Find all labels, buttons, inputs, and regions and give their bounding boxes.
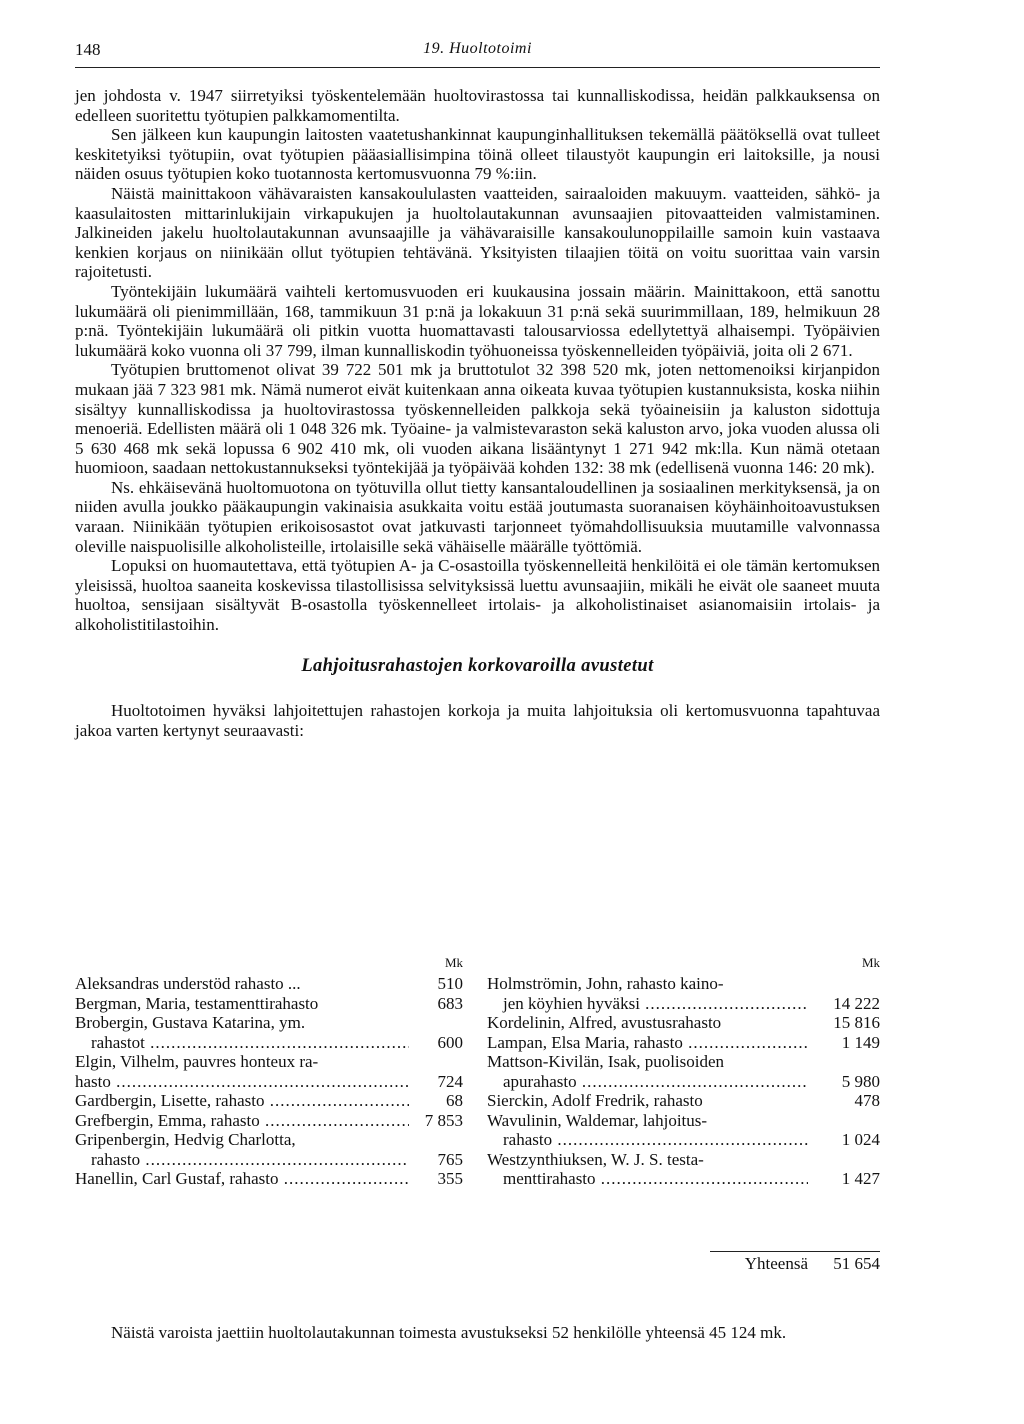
paragraph-2: Sen jälkeen kun kaupungin laitosten vaatetushankinnat kaupunginhallituksen tekemällä päätöksellä ovat tulleet keskitetyiksi työtupiin, ovat työtupien pääasiallisimpina töinä olleet tilaustyöt kaupungin eri laitoksille, ja nousi näiden osuus työtupien koko tuotannosta kertomusvuonna 79 %:iin. — [75, 125, 880, 184]
section-heading: Lahjoitusrahastojen korkovaroilla avustetut — [301, 655, 654, 676]
fund-row — [487, 994, 880, 1014]
total-rule — [710, 1251, 880, 1252]
fund-name: Westzynthiuksen, W. J. S. testa- — [487, 1149, 704, 1169]
fund-amount: 683 — [437, 993, 463, 1013]
paragraph-4: Työntekijäin lukumäärä vaihteli kertomusvuoden eri kuukausina jossain määrin. Mainittakoon, että sanottu lukumäärä oli pienimmillään, 168, tammikuun 31 p:nä ja lokakuun 31 p:nä sekä suurimmillaan, 189, helmikuun 28 p:nä. Työntekijäin lukumäärä oli pitkin vuotta huomattavasti talousarviossa edellytettyä alhaisempi. Työpäivien lukumäärä koko vuonna oli 37 799, ilman kunnalliskodin työhuoneissa työskennelleiden työpäiviä, joita oli 2 671. — [75, 281, 880, 360]
fund-name: jen köyhien hyväksi ..... — [487, 994, 808, 1014]
total-amount: 51 654 — [833, 1254, 880, 1273]
fund-row — [75, 1169, 463, 1189]
fund-row — [75, 1130, 463, 1150]
fund-name: Grefbergin, Emma, rahasto ..... — [75, 1111, 409, 1131]
fund-amount: 1 427 — [841, 1169, 880, 1188]
fund-row — [487, 1072, 880, 1092]
fund-name: Bergman, Maria, testamenttirahasto — [75, 993, 319, 1013]
fund-row — [75, 1072, 463, 1092]
fund-row — [487, 1033, 880, 1053]
fund-amount: 1 024 — [841, 1130, 880, 1149]
fund-amount: 1 149 — [841, 1032, 880, 1052]
fund-row — [75, 1013, 463, 1033]
fund-amount: 15 816 — [833, 1013, 880, 1032]
fund-name: rahastot ..... — [75, 1033, 409, 1053]
page-header — [75, 40, 880, 64]
paragraph-6: Ns. ehkäisevänä huoltomuotona on työtuvilla ollut tietty kansantaloudellinen ja sosiaalinen merkityksensä, ja on niiden avulla joukko pääkaupungin vakinaisia asukkaita voitu estää joutumasta suoranaisen köyhäinhoitoavustuksen varaan. Niinikään työtupien erikoisosastot ovat jatkuvasti tarjonneet työmahdollisuuksia muutamille valvonnassa oleville naispuolisille alkoholisteille, irtolaisille sekä vähäiselle määrälle työttömiä. — [75, 477, 880, 556]
fund-amount: 68 — [446, 1091, 463, 1110]
funds-column-right — [487, 951, 880, 1189]
fund-row — [487, 1130, 880, 1150]
fund-row — [487, 1111, 880, 1131]
running-title: 19. Huoltotoimi — [423, 40, 532, 57]
fund-name: Kordelinin, Alfred, avustusrahasto — [487, 1013, 722, 1032]
fund-row — [75, 1111, 463, 1131]
fund-name: rahasto ..... — [75, 1150, 409, 1170]
page-number: 148 — [75, 40, 101, 59]
paragraph-1: jen johdosta v. 1947 siirretyiksi työskentelemään huoltovirastossa tai kunnalliskodissa, heidän palkkauksensa on edelleen suoritettu työtupien palkkamomentilta. — [75, 86, 880, 125]
fund-amount: 14 222 — [833, 993, 880, 1013]
fund-name: hasto ..... — [75, 1072, 409, 1092]
total-label: Yhteensä — [744, 1254, 808, 1273]
fund-amount: 355 — [437, 1169, 463, 1188]
body-text — [75, 86, 880, 740]
fund-name: Hanellin, Carl Gustaf, rahasto ..... — [75, 1169, 409, 1189]
currency-header: Mk — [861, 955, 880, 970]
intro-paragraph: Huoltotoimen hyväksi lahjoitettujen rahastojen korkoja ja muita lahjoituksia oli kertomusvuonna tapahtuvaa jakoa varten kertynyt seuraavasti: — [75, 701, 880, 740]
fund-row — [75, 1033, 463, 1053]
fund-name: menttirahasto ..... — [487, 1169, 808, 1189]
funds-column-left — [75, 951, 463, 1189]
fund-row — [487, 1150, 880, 1170]
fund-amount: 5 980 — [841, 1071, 880, 1091]
fund-row — [75, 1150, 463, 1170]
fund-name: Sierckin, Adolf Fredrik, rahasto — [487, 1091, 703, 1110]
fund-row — [487, 1052, 880, 1072]
fund-amount: 600 — [437, 1032, 463, 1052]
fund-amount: 7 853 — [424, 1110, 463, 1130]
fund-row — [487, 1169, 880, 1189]
fund-row — [487, 1013, 880, 1033]
fund-name: apurahasto ..... — [487, 1072, 808, 1092]
fund-name: Gripenbergin, Hedvig Charlotta, — [75, 1130, 296, 1149]
fund-name: Gardbergin, Lisette, rahasto ..... — [75, 1091, 409, 1111]
fund-row — [75, 1052, 463, 1072]
fund-amount: 510 — [437, 974, 463, 993]
fund-row — [75, 1091, 463, 1111]
fund-name: Wavulinin, Waldemar, lahjoitus- — [487, 1110, 708, 1130]
fund-amount: 724 — [437, 1071, 463, 1091]
fund-name: Brobergin, Gustava Katarina, ym. — [75, 1013, 306, 1032]
paragraph-3: Näistä mainittakoon vähävaraisten kansakoululasten vaatteiden, sairaaloiden makuuym. vaatteiden, sähkö- ja kaasulaitosten mittarinlukijain virkapukujen ja huoltolautakunnan avunsaajien pitovaatteiden valmistaminen. Jalkineiden jakelu huoltolautakunnan avunsaajille ja vähävaraisille kansakoulunoppilaille samoin kuin vastaava kenkien korjaus on niinikään ollut työtupien tehtävänä. Yksityisten tilaajien töitä on voitu suorittaa vain varsin rajoitetusti. — [75, 183, 880, 282]
fund-name: Holmströmin, John, rahasto kaino- — [487, 974, 724, 993]
fund-name: Mattson-Kivilän, Isak, puolisoiden — [487, 1052, 725, 1071]
fund-name: Aleksandras understöd rahasto ... — [75, 974, 301, 993]
fund-row — [487, 1091, 880, 1111]
paragraph-7: Lopuksi on huomautettava, että työtupien A- ja C-osastoilla työskennelleitä henkilöitä ei ole tämän kertomuksen yleisissä, huoltoa saaneita koskevissa tilastollisissa selvityksissä luettu avunsaajiin, mikäli he eivät ole saaneet muuta huoltoa, sensijaan sisältyvät B-osastolla työskennelleet irtolais- ja alkoholistinaiset asianomaisiin irtolais- ja alkoholistitilastoihin. — [75, 556, 880, 635]
currency-header: Mk — [444, 955, 463, 970]
fund-name: rahasto ..... — [487, 1130, 808, 1150]
fund-amount: 478 — [854, 1091, 880, 1110]
fund-row — [75, 994, 463, 1014]
header-rule — [75, 67, 880, 68]
fund-amount: 765 — [437, 1149, 463, 1169]
fund-row — [75, 974, 463, 994]
fund-row — [487, 974, 880, 994]
closing-paragraph: Näistä varoista jaettiin huoltolautakunnan toimesta avustukseksi 52 henkilölle yhteensä 45 124 mk. — [111, 1323, 787, 1342]
fund-name: Lampan, Elsa Maria, rahasto ..... — [487, 1033, 808, 1053]
fund-name: Elgin, Vilhelm, pauvres honteux ra- — [75, 1052, 319, 1071]
total-row — [487, 1254, 880, 1274]
paragraph-5: Työtupien bruttomenot olivat 39 722 501 mk ja bruttotulot 32 398 520 mk, joten nettomenoiksi kirjanpidon mukaan jää 7 323 981 mk. Nämä numerot eivät kuitenkaan anna oikeata kuvaa työtupien kustannuksista, koska niihin sisältyy kunnalliskodissa ja huoltovirastossa työskennelleiden palkkoja sekä työaineisiin ja kaluston sidottuja menoeriä. Edellisten määrä oli 1 048 326 mk. Työaine- ja valmistevaraston sekä kaluston arvo, joka vuoden alussa oli 5 630 468 mk sekä lopussa 6 902 410 mk, oli vuoden aikana lisääntynyt 1 271 942 mk:lla. Kun nämä otetaan huomioon, saadaan nettokustannukseksi työntekijää ja työpäivää kohden 132: 38 mk (edellisenä vuonna 146: 20 mk). — [75, 360, 880, 478]
